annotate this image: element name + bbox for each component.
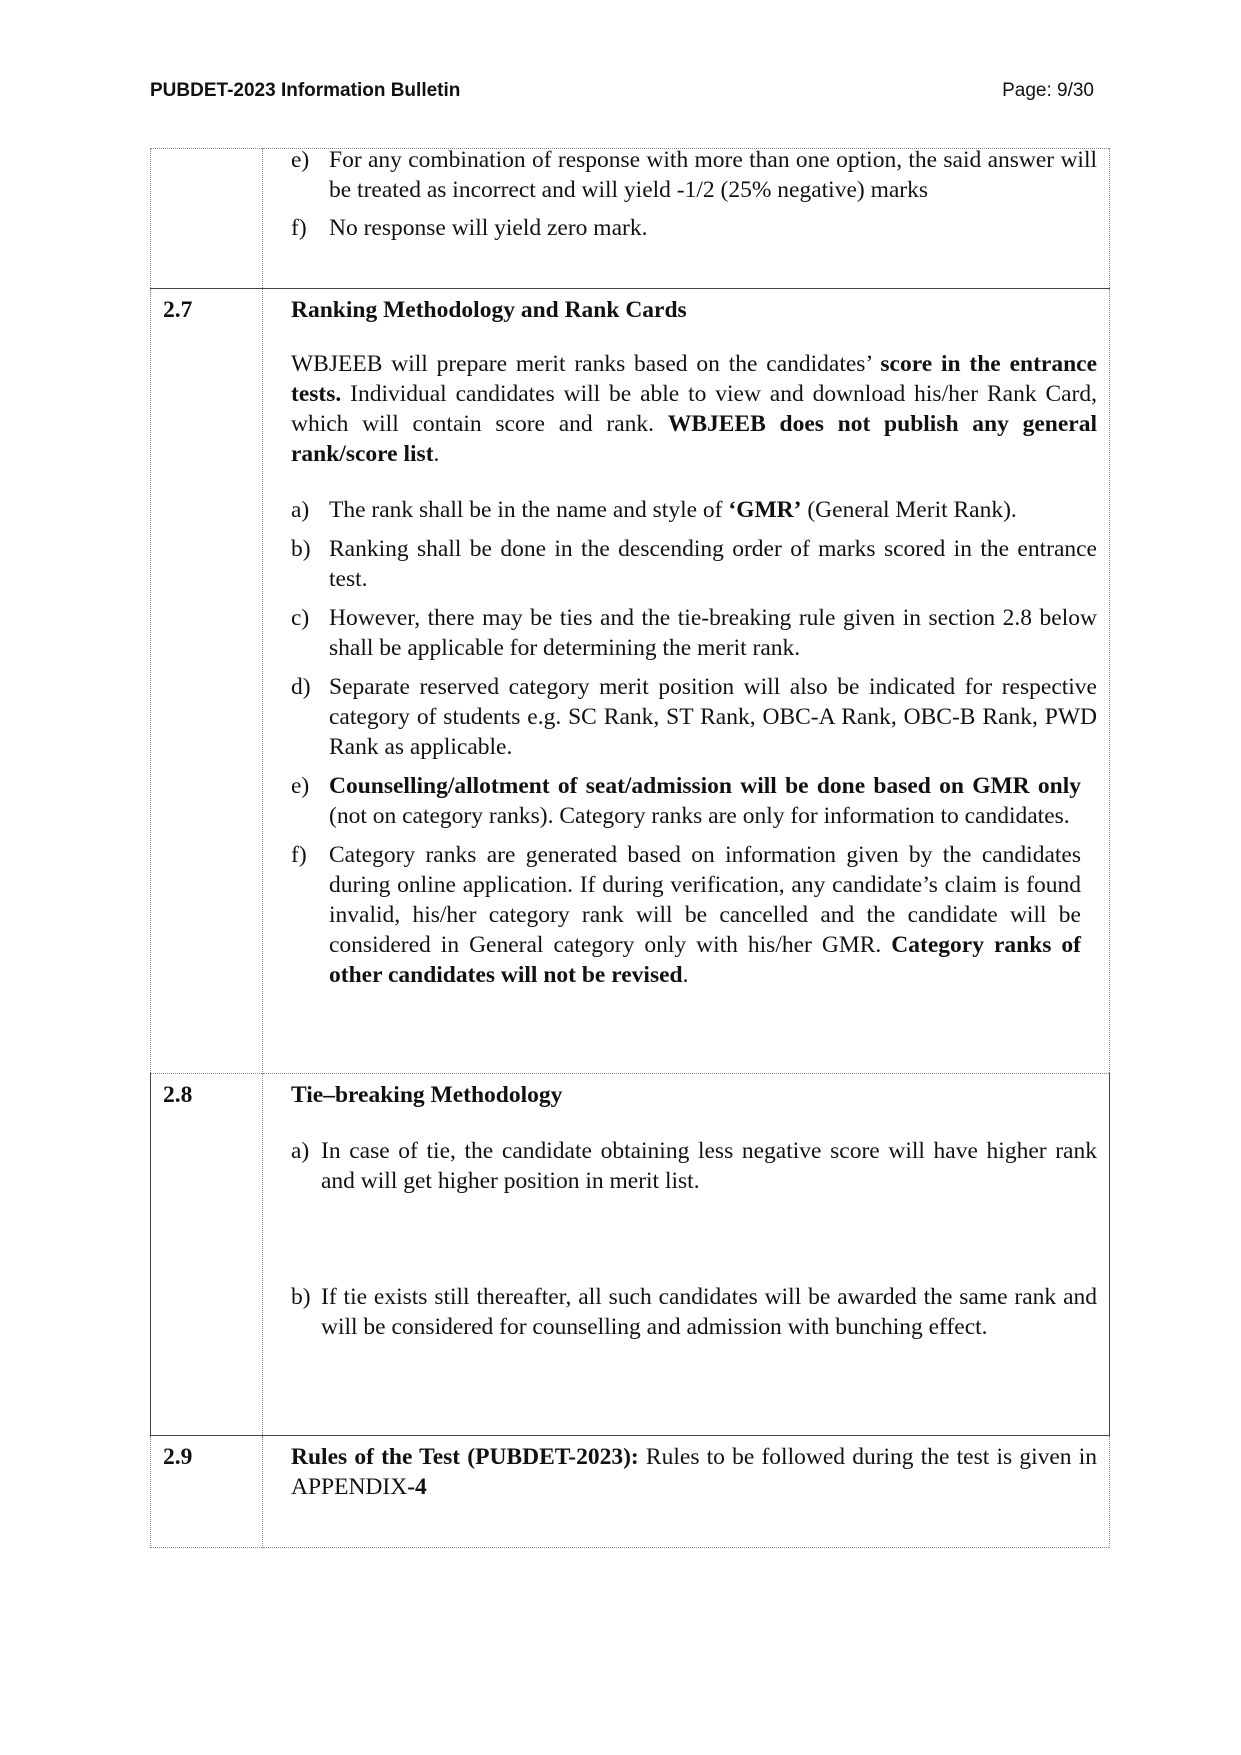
section-paragraph: WBJEEB will prepare merit ranks based on the candidates’ score in the entrance tests. Individual candidates will be able to view and download his/her Rank Card, which will contain score and rank. WBJEEB does not publish any general rank/score list.	[291, 351, 1098, 467]
section-number: 2.8	[151, 1074, 263, 1436]
tie-list	[291, 1136, 1097, 1342]
section-paragraph: Rules of the Test (PUBDET-2023): Rules to be followed during the test is given in APPENDIX-4	[291, 1444, 1097, 1500]
list-item: f) Category ranks are generated based on information given by the candidates during online application. If during verification, any candidate’s claim is found invalid, his/her category rank will be cancelled and the candidate will be considered in General category only with his/her GMR. Category ranks of other candidates will not be revised.	[291, 842, 1081, 988]
list-item: d) Separate reserved category merit position will also be indicated for respective category of students e.g. SC Rank, ST Rank, OBC-A Rank, OBC-B Rank, PWD Rank as applicable.	[291, 674, 1097, 760]
table-row	[151, 149, 1110, 289]
content-cell	[263, 149, 1110, 289]
empty-cell	[151, 149, 263, 289]
list-item: c) However, there may be ties and the tie-breaking rule given in section 2.8 below shall be applicable for determining the merit rank.	[291, 605, 1097, 661]
list-item: b) Ranking shall be done in the descending order of marks scored in the entrance test.	[291, 536, 1097, 592]
table-row	[151, 1436, 1110, 1548]
section-number: 2.9	[151, 1436, 263, 1548]
list-item: b) If tie exists still thereafter, all such candidates will be awarded the same rank and will be considered for counselling and admission with bunching effect.	[291, 1284, 1097, 1340]
section-number: 2.7	[151, 289, 263, 1074]
content-cell	[263, 1436, 1110, 1548]
content-cell	[263, 289, 1110, 1074]
list-item: e) For any combination of response with more than one option, the said answer will be treated as incorrect and will yield -1/2 (25% negative) marks	[291, 147, 1097, 203]
list-item: e) Counselling/allotment of seat/admission will be done based on GMR only (not on category ranks). Category ranks are only for information to candidates.	[291, 773, 1081, 829]
prev-list	[291, 145, 1097, 243]
list-item: a) The rank shall be in the name and style of ‘GMR’ (General Merit Rank).	[291, 497, 1017, 523]
list-item: f) No response will yield zero mark.	[291, 215, 648, 241]
section-title: Tie–breaking Methodology	[291, 1082, 563, 1108]
content-cell	[263, 1074, 1110, 1436]
page-header	[150, 80, 1094, 110]
list-item: a) In case of tie, the candidate obtaining less negative score will have higher rank and will get higher position in merit list.	[291, 1138, 1097, 1194]
content-table	[150, 148, 1110, 1548]
page-number: Page: 9/30	[1002, 80, 1094, 101]
table-row	[151, 289, 1110, 1074]
section-title: Ranking Methodology and Rank Cards	[291, 297, 687, 323]
bulletin-title: PUBDET-2023 Information Bulletin	[150, 80, 461, 101]
ranking-list	[291, 495, 1097, 990]
table-row	[151, 1074, 1110, 1436]
